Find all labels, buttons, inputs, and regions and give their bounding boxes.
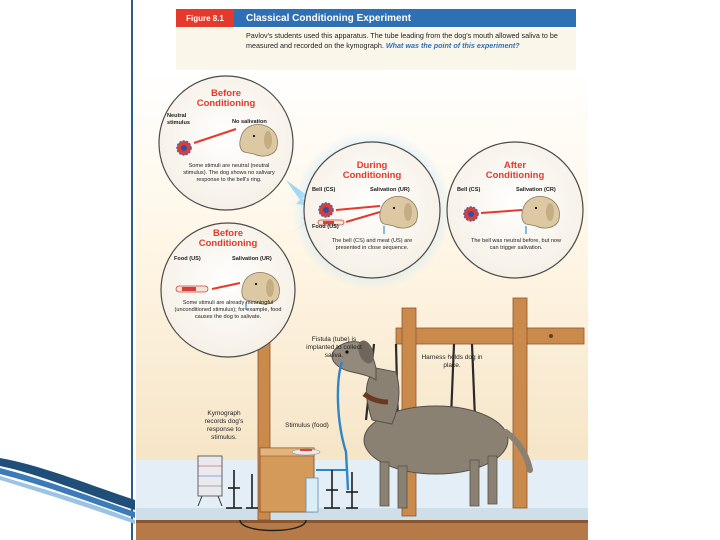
callout-kymograph: Kymograph records dog's response to stimulus. — [204, 410, 244, 441]
label-salivation-ur: Salivation (UR) — [370, 187, 410, 193]
panel-title-line1: After — [503, 160, 527, 171]
label-no-salivation: No salivation — [232, 119, 267, 125]
meat-icon — [176, 286, 208, 292]
figure-title: Classical Conditioning Experiment — [246, 12, 412, 24]
dog-head-icon — [240, 124, 278, 156]
panel-before-neutral-title — [186, 89, 266, 109]
panel-title-line2: Conditioning — [485, 170, 545, 181]
panel-title-line1: Before — [212, 228, 244, 239]
caption-question: What was the point of this experiment? — [385, 41, 520, 50]
corner-swoosh-decoration — [0, 440, 135, 540]
panel-title-line2: Conditioning — [196, 98, 256, 109]
panel-title-line2: Conditioning — [198, 238, 258, 249]
panel-before-meaningful-desc: Some stimuli are already meaningful (unconditioned stimulus); for example, food causes the dog to salivate. — [174, 300, 282, 320]
label-food-us: Food (US) — [174, 256, 201, 262]
panel-before-neutral-desc: Some stimuli are neutral (neutral stimulus). The dog shows no salivary response to the bell's ring. — [183, 163, 275, 183]
figure-panel — [136, 0, 588, 540]
label-salivation-ur: Salivation (UR) — [232, 256, 272, 262]
figure-number: Figure 8.1 — [176, 9, 234, 27]
panel-title-line2: Conditioning — [342, 170, 402, 181]
callout-stimulus: Stimulus (food) — [285, 422, 329, 429]
label-salivation-cr: Salivation (CR) — [516, 187, 556, 193]
callout-fistula: Fistula (tube) is implanted to collect saliva. — [306, 336, 362, 359]
label-food-us: Food (US) — [312, 224, 339, 230]
panel-circles — [136, 0, 588, 540]
callout-harness: Harness holds dog in place. — [421, 354, 483, 369]
label-bell-cs: Bell (CS) — [312, 187, 336, 193]
bell-icon — [177, 141, 191, 155]
bell-icon — [464, 207, 478, 221]
panel-after-title — [475, 161, 555, 181]
bell-icon — [319, 203, 333, 217]
label-neutral-stimulus: Neutral stimulus — [167, 113, 191, 126]
panel-during-title — [332, 161, 412, 181]
panel-during-desc: The bell (CS) and meat (US) are presented in close sequence. — [331, 238, 413, 251]
caption-text: Pavlov's students used this apparatus. The tube leading from the dog's mouth allowed saliva to be measured and recorded on the kymograph. — [246, 31, 558, 50]
panel-after-desc: The bell was neutral before, but now can trigger salivation. — [470, 238, 562, 251]
label-bell-cs: Bell (CS) — [457, 187, 481, 193]
panel-title-line1: Before — [210, 88, 242, 99]
panel-before-meaningful-title — [188, 229, 268, 249]
panel-title-line1: During — [356, 160, 388, 171]
